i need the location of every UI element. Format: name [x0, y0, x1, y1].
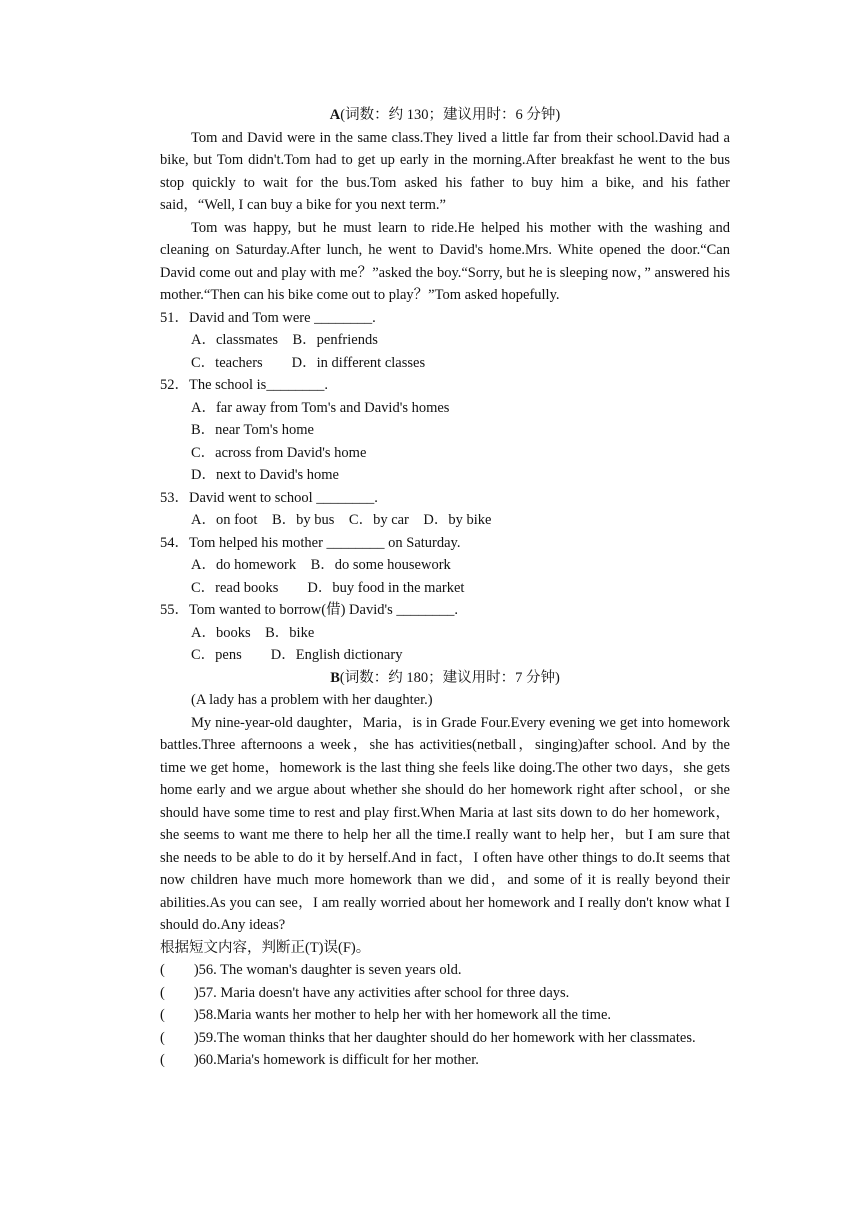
- section-a-paragraph-2: Tom was happy, but he must learn to ride.He helped his mother with the washing and cleaning on Saturday.After lunch, he went to David's home.Mrs. White opened the door.“Can David come out and play with me？”asked the boy.“Sorry, but he is sleeping now，” answered his mother.“Then can his bike come out to play？”Tom asked hopefully.: [160, 219, 730, 303]
- worksheet-page: [160, 104, 730, 1072]
- question-option: A．on foot B．by bus C．by car D．by bike: [191, 512, 492, 528]
- question-option: A．far away from Tom's and David's homes: [191, 399, 450, 416]
- question-option: C．pens D．English dictionary: [191, 647, 403, 663]
- answer-blank[interactable]: ( ): [160, 1029, 199, 1046]
- judge-item-60: [160, 1049, 730, 1072]
- question-option: C．teachers D．in different classes: [191, 354, 426, 371]
- section-b-info: (词数：约 180；建议用时：7 分钟): [339, 669, 560, 686]
- question-51: [160, 307, 730, 375]
- section-a-heading: [160, 104, 730, 127]
- question-option: D．next to David's home: [191, 467, 339, 483]
- judge-item-58: [160, 1004, 730, 1027]
- question-option: A．do homework B．do some housework: [191, 557, 451, 573]
- judge-item-text: 56. The woman's daughter is seven years old.: [198, 962, 462, 978]
- section-b-passage: My nine-year-old daughter，Maria，is in Grade Four.Every evening we get into homework battles.Three afternoons a week，she has activities(netball，singing)after school. And by the time we get home，homework is the last thing she feels like doing.The other two days，she gets home early and we argue about whether she should do her homework right after school，or she should have some time to rest and play first.When Maria at last sits down to do her homework，she seems to want me there to help her all the time.I really want to help her，but I am sure that she needs to be able to do it by herself.And in fact，I often have other things to do.It seems that now children have much more homework than we did，and some of it is really beyond their abilities.As you can see，I am really worried about her homework and I really don't know what I should do.Any ideas?: [160, 714, 730, 933]
- question-stem: 53．David went to school ________.: [160, 489, 378, 506]
- question-option: C．across from David's home: [191, 444, 367, 461]
- judge-item-57: [160, 982, 730, 1005]
- question-option: C．read books D．buy food in the market: [191, 579, 465, 596]
- question-stem: 51．David and Tom were ________.: [160, 309, 376, 326]
- question-stem: 52．The school is________.: [160, 377, 328, 393]
- question-option: A．classmates B．penfriends: [191, 332, 378, 348]
- section-a-paragraph-1: Tom and David were in the same class.They lived a little far from their school.David had a bike, but Tom didn't.Tom had to get up early in the morning.After breakfast he went to the bus stop quickly to wait for the bus.Tom asked his father to buy him a bike, and his father said，“Well, I can buy a bike for you next term.”: [160, 129, 730, 213]
- answer-blank[interactable]: ( ): [160, 1007, 199, 1023]
- judge-item-text: 60.Maria's homework is difficult for her mother.: [198, 1052, 479, 1068]
- question-stem: 55．Tom wanted to borrow(借) David's ________.: [160, 602, 459, 618]
- judge-item-56: [160, 959, 730, 982]
- section-b-heading: [160, 667, 730, 690]
- judge-item-text: 58.Maria wants her mother to help her with her homework all the time.: [198, 1007, 612, 1023]
- question-option: B．near Tom's home: [191, 422, 314, 438]
- section-b-letter: B: [330, 669, 340, 686]
- section-a-letter: A: [329, 107, 341, 123]
- section-b-intro: (A lady has a problem with her daughter.): [191, 692, 433, 708]
- question-option: A．books B．bike: [191, 624, 315, 641]
- question-55: [160, 599, 730, 667]
- question-53: [160, 487, 730, 532]
- answer-blank[interactable]: ( ): [160, 984, 199, 1001]
- question-52: [160, 374, 730, 487]
- question-stem: 54．Tom helped his mother ________ on Saturday.: [160, 534, 461, 551]
- judge-item-59: [160, 1027, 730, 1050]
- question-54: [160, 532, 730, 600]
- section-b-instruction: 根据短文内容，判断正(T)误(F)。: [160, 939, 371, 956]
- answer-blank[interactable]: ( ): [160, 1052, 199, 1068]
- answer-blank[interactable]: ( ): [160, 962, 199, 978]
- section-a-info: (词数：约 130；建议用时：6 分钟): [340, 107, 561, 123]
- judge-item-text: 57. Maria doesn't have any activities after school for three days.: [198, 984, 570, 1001]
- judge-item-text: 59.The woman thinks that her daughter should do her homework with her classmates.: [198, 1029, 696, 1046]
